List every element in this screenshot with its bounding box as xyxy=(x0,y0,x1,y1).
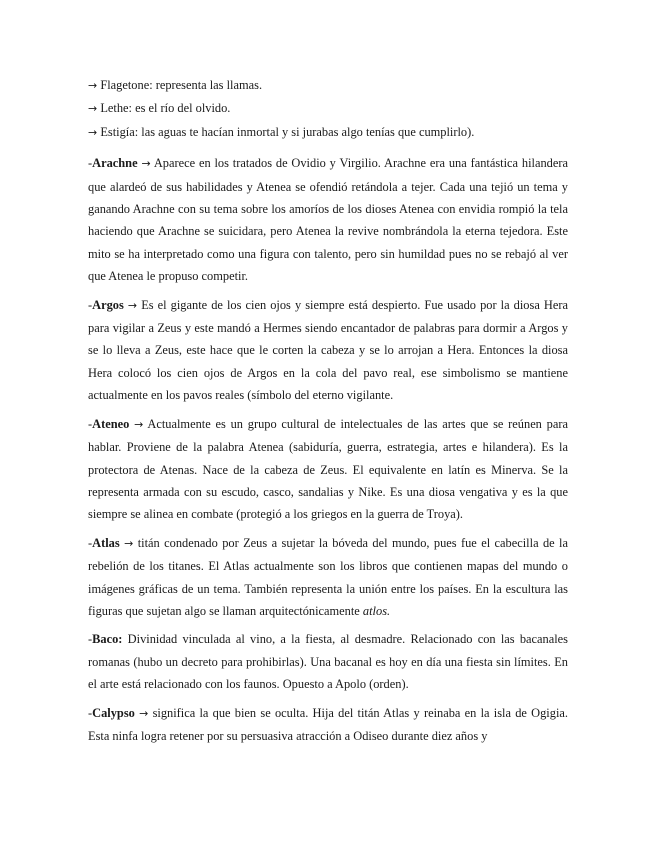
list-item xyxy=(88,74,568,97)
entry-prefix: - xyxy=(88,156,93,171)
entry-argos xyxy=(88,294,568,407)
entry-prefix: - xyxy=(88,632,93,647)
entry-text: significa la que bien se oculta. Hija del titán Atlas y reinaba en la isla de Ogigia. Esta ninfa logra retener por su persuasiva atracción a Odiseo durante diez años y xyxy=(88,705,568,743)
entry-calypso xyxy=(88,702,568,748)
entry-term: Baco: xyxy=(92,632,123,647)
arrow-icon: → xyxy=(88,102,98,116)
arrow-icon: → xyxy=(124,536,134,550)
list-item-text: Estigía: las aguas te hacían inmortal y si jurabas algo tenías que cumplirlo). xyxy=(100,124,475,139)
arrow-icon: → xyxy=(127,298,138,312)
entry-text: titán condenado por Zeus a sujetar la bóveda del mundo, pues fue el cabecilla de la rebelión de los titanes. El Atlas actualmente son los libros que contienen mapas del mundo o imágenes gráficas de un tema. También representa la unión entre los países. En la escultura las figuras que sujetan algo se llaman arquitectónicamente xyxy=(88,535,568,618)
entry-term: Atlas xyxy=(92,535,120,550)
entry-text: Es el gigante de los cien ojos y siempre está despierto. Fue usado por la diosa Hera para vigilar a Zeus y este mandó a Hermes siendo encantador de palabras para dormir a Argos y se lo lleva a Zeus, este hace que le corten la cabeza y se lo arrojan a Hera. Entonces la diosa Hera colocó los cien ojos de Argos en la cola del pavo real, ese simbolismo se mantiene actualmente en los pavos reales (símbolo del eterno vigilante. xyxy=(88,297,568,403)
list-item-text: Flagetone: representa las llamas. xyxy=(100,78,263,92)
entry-text: Divinidad vinculada al vino, a la fiesta, al desmadre. Relacionado con las bacanales romanas (hubo un decreto para prohibirlas). Una bacanal es hoy en día una fiesta sin límites. En el arte está relacionado con los faunos. Opuesto a Apolo (orden). xyxy=(88,632,568,692)
list-item-text: Lethe: es el río del olvido. xyxy=(100,101,231,116)
entry-ateneo xyxy=(88,413,568,526)
arrow-icon: → xyxy=(139,706,149,720)
arrow-icon: → xyxy=(88,79,98,92)
entry-text: Aparece en los tratados de Ovidio y Virgilio. Arachne era una fantástica hilandera que alardeó de sus habilidades y Atenea se ofendió retándola a tejer. Cada una tejió un tema y ganando Arachne con su tema sobre los amoríos de los dioses Atenea con envidia rompió la tela haciendo que Arachne se suicidara, pero Atenea la revive nombrándola la eterna tejedora. Este mito se ha interpretado como una figura con talento, pero sin humildad pues no se rebajó al ver que Atenea le propuso competir. xyxy=(88,156,568,284)
entry-text: Actualmente es un grupo cultural de intelectuales de las artes que se reúnen para hablar. Proviene de la palabra Atenea (sabiduría, guerra, estrategia, artes e hilandera). Es la protectora de Atenas. Nace de la cabeza de Zeus. El equivalente en latín es Minerva. Se la representa armada con su escudo, casco, sandalias y Nike. Es una diosa vengativa y es la que siempre se alinea en combate (protegió a los griegos en la guerra de Troya). xyxy=(88,416,568,522)
entry-prefix: - xyxy=(88,297,93,312)
entry-baco xyxy=(88,628,568,695)
list-item xyxy=(88,121,568,144)
entry-prefix: - xyxy=(88,416,93,431)
entry-term: Argos xyxy=(92,297,124,312)
entry-italic-word: atlos. xyxy=(362,603,391,618)
entry-prefix: - xyxy=(88,705,93,720)
entry-atlas xyxy=(88,532,568,623)
entry-term: Arachne xyxy=(92,156,138,171)
arrow-icon: → xyxy=(141,157,151,171)
list-item xyxy=(88,97,568,120)
entry-arachne xyxy=(88,152,568,287)
arrow-icon: → xyxy=(134,417,144,431)
entry-term: Calypso xyxy=(92,705,135,720)
entry-term: Ateneo xyxy=(92,416,130,431)
arrow-icon: → xyxy=(88,125,98,139)
entry-prefix: - xyxy=(88,535,93,550)
